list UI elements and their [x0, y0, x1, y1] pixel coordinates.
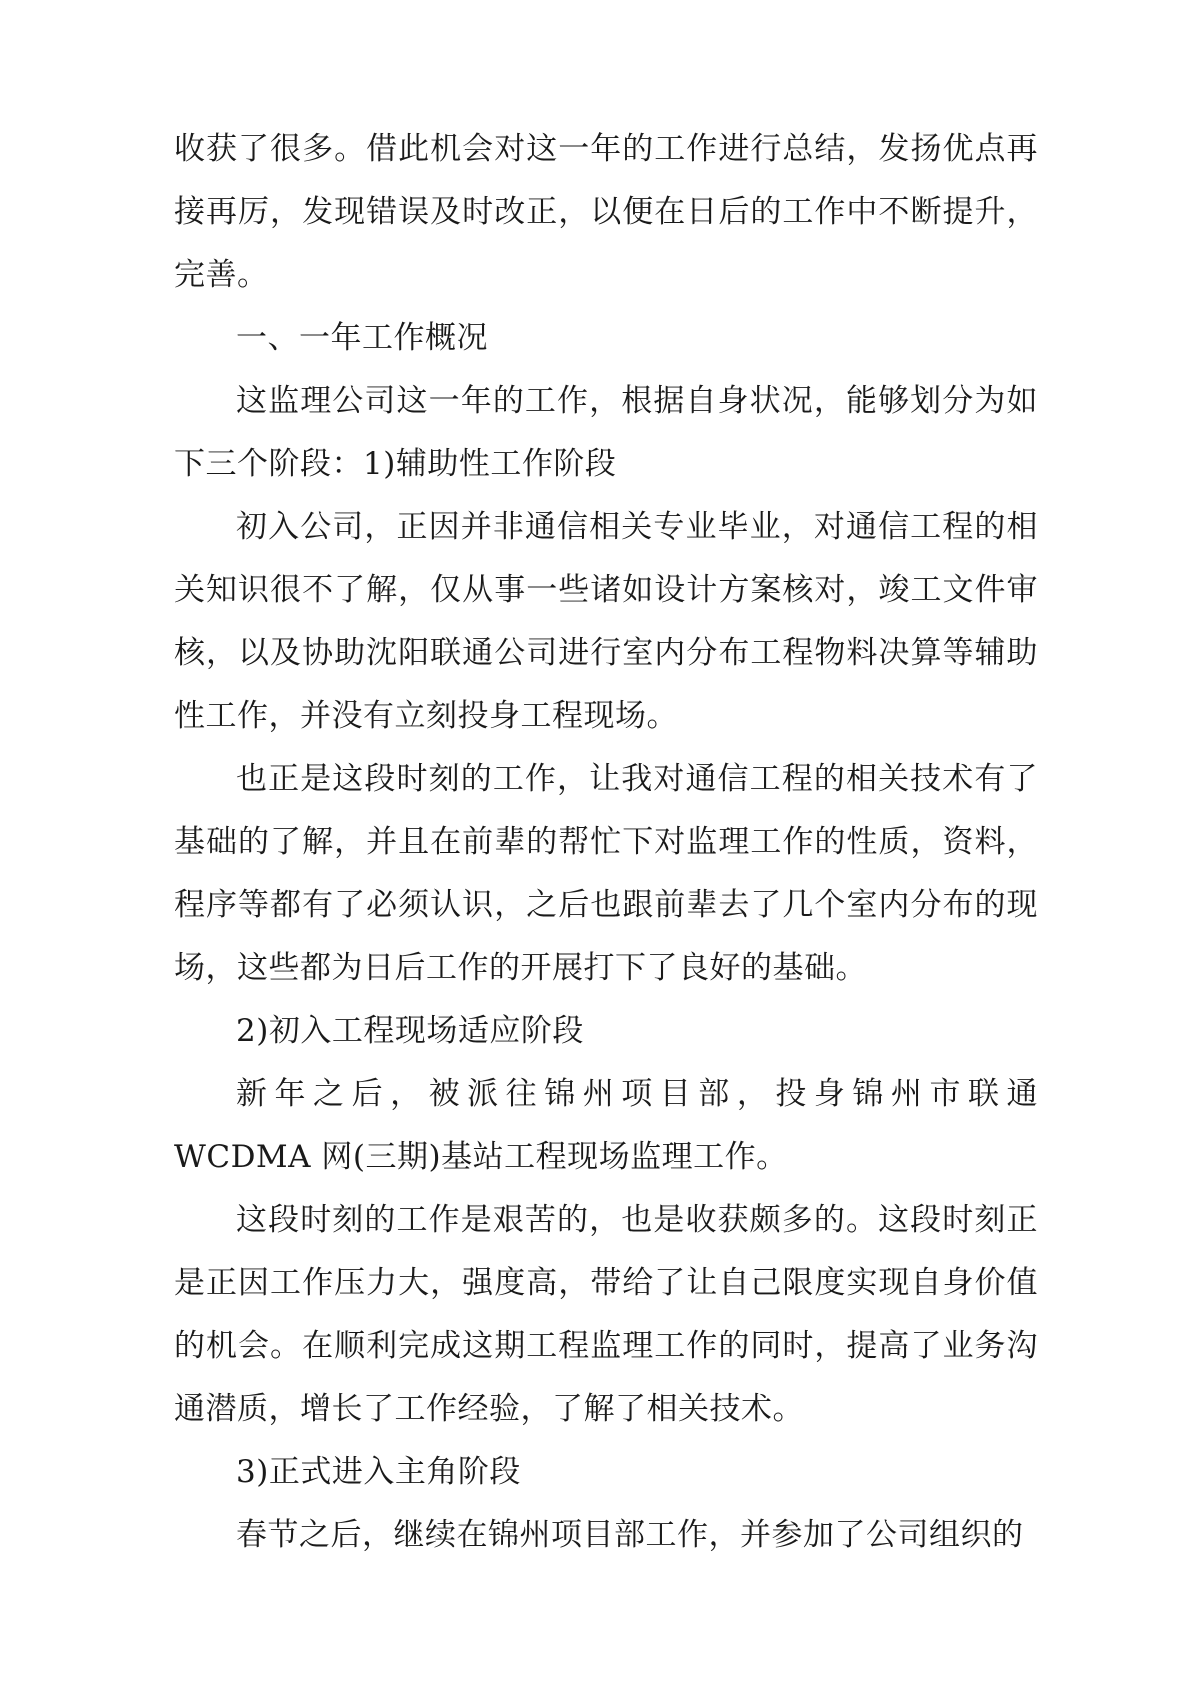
stage-2-heading: 2)初入工程现场适应阶段	[236, 1013, 584, 1049]
paragraph-6: 这段时刻的工作是艰苦的，也是收获颇多的。这段时刻正是正因工作压力大，强度高，带给了让自己限度实现自身价值的机会。在顺利完成这期工程监理工作的同时，提高了业务沟通潜质，增长了工作经验，了解了相关技术。	[174, 1202, 1038, 1427]
paragraph-7: 春节之后，继续在锦州项目部工作，并参加了公司组织的	[236, 1517, 1024, 1553]
paragraph-3: 初入公司，正因并非通信相关专业毕业，对通信工程的相关知识很不了解，仅从事一些诸如设计方案核对，竣工文件审核，以及协助沈阳联通公司进行室内分布工程物料决算等辅助性工作，并没有立刻投身工程现场。	[174, 509, 1038, 734]
section-heading: 一、一年工作概况	[236, 320, 488, 356]
stage-3-heading: 3)正式进入主角阶段	[236, 1454, 521, 1490]
paragraph-4: 也正是这段时刻的工作，让我对通信工程的相关技术有了基础的了解，并且在前辈的帮忙下对监理工作的性质，资料，程序等都有了必须认识，之后也跟前辈去了几个室内分布的现场，这些都为日后工作的开展打下了良好的基础。	[174, 761, 1038, 986]
paragraph-5: 新年之后，被派往锦州项目部，投身锦州市联通 WCDMA 网(三期)基站工程现场监理工作。	[174, 1076, 1038, 1175]
paragraph-2: 这监理公司这一年的工作，根据自身状况，能够划分为如下三个阶段：1)辅助性工作阶段	[174, 383, 1038, 482]
paragraph-1: 收获了很多。借此机会对这一年的工作进行总结，发扬优点再接再厉，发现错误及时改正，以便在日后的工作中不断提升，完善。	[174, 131, 1038, 293]
